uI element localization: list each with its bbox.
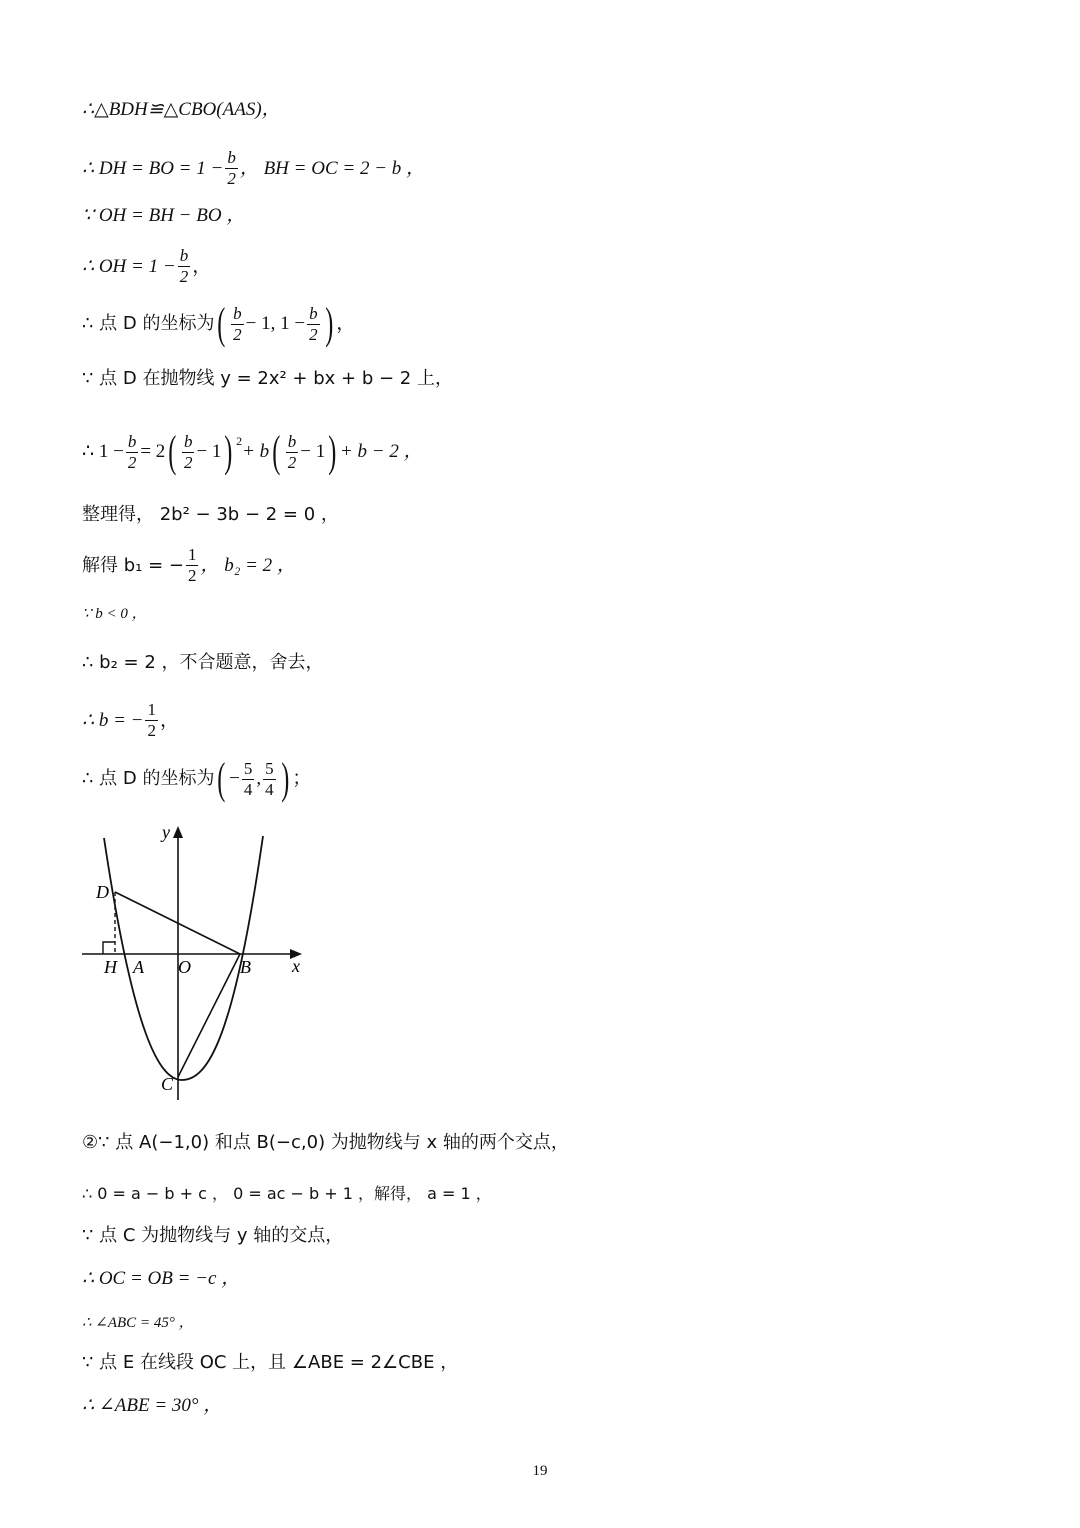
denominator: 2 <box>227 169 236 188</box>
exponent: 2 <box>236 434 243 448</box>
numerator: b <box>233 303 242 323</box>
line-text: ∵ 点 D 在抛物线 y = 2x² + bx + b − 2 上， <box>82 368 453 389</box>
denominator: 2 <box>147 721 156 740</box>
proof-line-dh-bo <box>82 148 425 189</box>
line-text: ∴ 0 = a − b + c ， 0 = ac − b + 1 ，解得， a = 1 ， <box>82 1184 492 1203</box>
line-text: , <box>256 768 262 789</box>
line-text: − 1 <box>196 441 222 462</box>
numerator: b <box>227 148 236 167</box>
line-text: ∴ 1 − <box>82 441 124 462</box>
line-text: ， <box>159 709 179 731</box>
parabola-figure <box>78 818 318 1108</box>
proof-line-d-result: ∴ 点 D 的坐标为 ( − $\frac{5}{4}$ , $\frac{5}{4}$ ) ； <box>82 754 312 803</box>
label-y: y <box>162 822 170 842</box>
line-text: ∴ OH = 1 − <box>82 255 176 277</box>
line-text: ∴△BDH≌△CBO(AAS)， <box>82 99 281 120</box>
proof-line-on-parabola <box>82 367 453 391</box>
y-axis-arrow-icon <box>173 826 183 838</box>
proof-line-solve-a <box>82 1182 492 1206</box>
line-text: ∵ 点 C 为抛物线与 y 轴的交点， <box>82 1225 344 1246</box>
line-text: ∴ b₂ = 2 ，不合题意，舍去， <box>82 652 324 673</box>
fraction-b-over-2 <box>126 432 139 473</box>
numerator: b <box>287 431 297 451</box>
line-text: + b <box>242 441 270 462</box>
line-text: ②∵ 点 A(−1,0) 和点 B(−c,0) 为抛物线与 x 轴的两个交点， <box>82 1132 569 1153</box>
proof-line-substitution: ∴ 1 − $\frac{b}{2}$ = 2 ( $\frac{b}{2}$ − 1 ) $^2$ + b ( $\frac{b}{2}$ − 1 ) + b − 2 ， <box>82 427 423 476</box>
line-text: = 2 <box>140 441 166 462</box>
proof-line-d-coordinates: ∴ 点 D 的坐标为 ( $\frac{b}{2}$ − 1, 1 − $\frac{b}{2}$ ) ， <box>82 299 356 348</box>
label-a: A <box>133 957 144 977</box>
numerator: 1 <box>147 700 156 719</box>
proof-line-oc-ob <box>82 1267 240 1291</box>
label-o: O <box>178 957 191 977</box>
line-text: 整理得， 2b² − 3b − 2 = 0 ， <box>82 504 339 525</box>
line-text: ∴ OC = OB = −c ， <box>82 1268 241 1289</box>
numerator: 5 <box>243 758 253 778</box>
fraction-b-over-2 <box>178 246 191 287</box>
line-text: 解得 b₁ = − <box>82 554 184 576</box>
denominator: 2 <box>183 452 193 472</box>
denominator: 4 <box>265 779 274 799</box>
proof-line-angle-abc <box>82 1311 194 1335</box>
denominator: 4 <box>243 779 253 799</box>
line-text: ， <box>336 313 356 334</box>
line-text: + b − 2 ， <box>339 441 423 462</box>
line-text: ∴ 点 D 的坐标为 <box>82 313 215 334</box>
proof-line-oh-difference <box>82 204 245 228</box>
line-text: ∵ 点 E 在线段 OC 上，且 ∠ABE = 2∠CBE ， <box>82 1352 459 1373</box>
proof-line-b-negative <box>82 602 147 626</box>
line-text: ； <box>292 768 312 789</box>
line-text: ∴ ∠ABC = 45° ， <box>82 1315 194 1331</box>
line-text: − 1 <box>300 441 326 462</box>
proof-line-c-on-y-axis <box>82 1224 343 1248</box>
fraction-1-over-2 <box>186 545 199 586</box>
proof-line-discard <box>82 651 324 675</box>
fraction-b-over-2 <box>182 432 195 473</box>
line-text: ， BH = OC = 2 − b ， <box>239 157 426 179</box>
label-c: C <box>161 1074 174 1094</box>
numerator: b <box>127 431 137 451</box>
fraction-b-over-2 <box>231 304 244 345</box>
line-text: ∵ OH = BH − BO ， <box>82 205 246 226</box>
denominator: 2 <box>309 324 318 344</box>
proof-line-solve <box>82 545 296 586</box>
fraction-5-over-4 <box>263 759 276 800</box>
line-text: ∴ 点 D 的坐标为 <box>82 768 215 789</box>
line-text: − <box>229 768 240 789</box>
proof-line-oh-value <box>82 246 211 287</box>
label-x: x <box>292 956 300 976</box>
proof-line-simplify <box>82 503 339 527</box>
proof-line-congruence <box>82 98 281 122</box>
denominator: 2 <box>127 452 137 472</box>
proof-line-point-e <box>82 1351 458 1375</box>
proof-line-b-value <box>82 700 179 741</box>
proof-line-angle-abe <box>82 1394 222 1418</box>
fraction-b-over-2 <box>225 148 238 189</box>
fraction-5-over-4 <box>242 759 255 800</box>
denominator: 2 <box>233 324 242 344</box>
page-number: 19 <box>532 1463 548 1479</box>
numerator: 5 <box>265 758 274 778</box>
line-text: − 1, 1 − <box>245 313 306 334</box>
numerator: b <box>183 431 193 451</box>
fraction-b-over-2 <box>307 304 320 345</box>
line-text: ∴ ∠ABE = 30° ， <box>82 1395 223 1416</box>
right-angle-marker <box>103 942 115 954</box>
fraction-b-over-2 <box>286 432 299 473</box>
numerator: b <box>309 303 318 323</box>
numerator: 1 <box>187 545 197 564</box>
fraction-1-over-2 <box>145 700 158 741</box>
denominator: 2 <box>187 566 197 585</box>
line-text: ∵ b < 0 ， <box>82 606 147 622</box>
numerator: b <box>179 246 189 265</box>
label-d: D <box>96 882 109 902</box>
line-text: ， <box>192 255 212 277</box>
proof-line-part2-intersections <box>82 1131 569 1155</box>
denominator: 2 <box>179 267 189 286</box>
label-h: H <box>104 957 117 977</box>
line-text: ∴ b = − <box>82 709 144 731</box>
denominator: 2 <box>287 452 297 472</box>
line-text: ∴ DH = BO = 1 − <box>82 157 224 179</box>
line-text: ， b₂ = 2 ， <box>200 554 296 576</box>
label-b: B <box>240 957 251 977</box>
